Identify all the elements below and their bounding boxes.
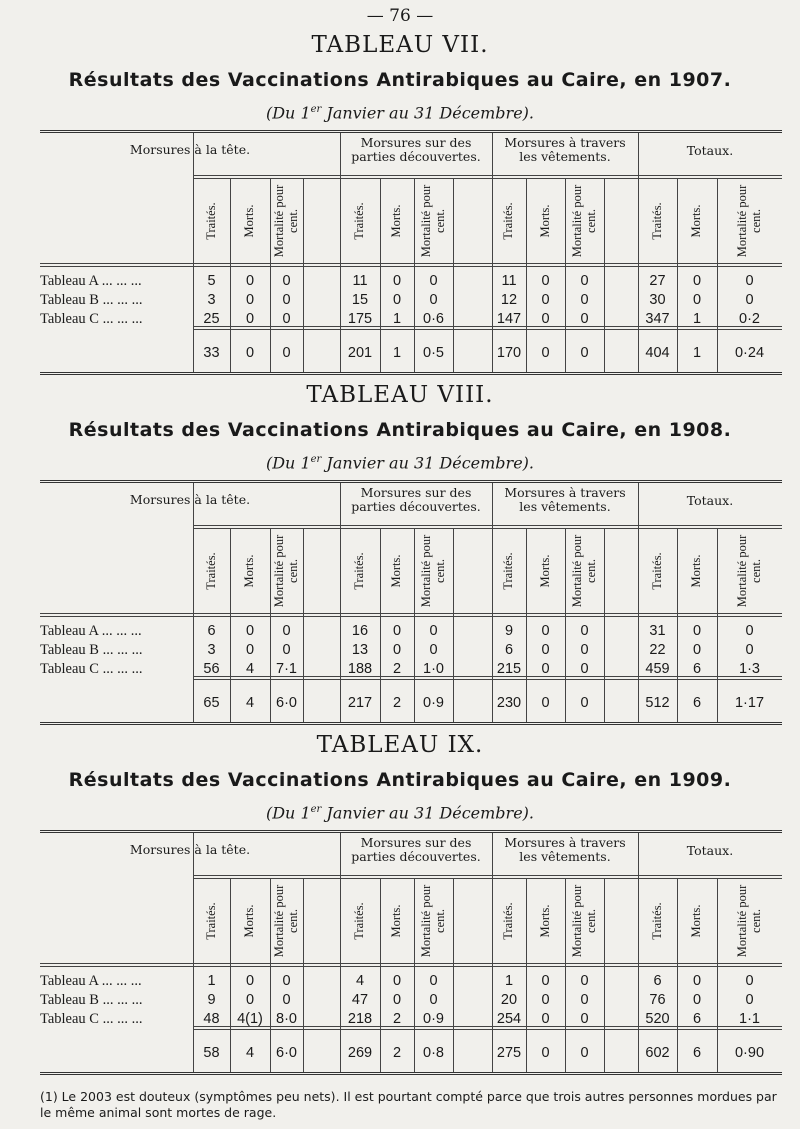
total-cell: 6·0 [276,1045,297,1061]
table-cell: 0 [745,292,754,308]
table-cell: 0 [282,311,291,327]
table-cell: 0 [541,1011,550,1027]
table-rule [40,613,782,614]
table-cell: 12 [500,292,518,308]
table-cell: 147 [496,311,522,327]
column-header: Traités. [649,551,664,590]
table-cell: 0 [692,273,702,289]
table-cell: 6 [653,973,662,989]
table-rule [193,329,782,330]
total-cell: 0 [245,345,255,361]
table-rule [40,480,782,483]
table-label: TABLEAU IX. [316,732,484,758]
column-group-header: Morsures à la tête. [129,842,251,857]
table-cell: 0 [245,973,255,989]
table-rule [193,1029,782,1030]
table-cell: 0 [282,292,291,308]
column-group-header: Morsures à travers les vêtements. [504,835,626,864]
table-cell: 7·1 [276,661,297,677]
column-group-header: Morsures sur des parties découvertes. [351,835,481,864]
table-cell: 0 [541,992,550,1008]
table-subtitle: (Du 1er Janvier au 31 Décembre). [265,103,534,123]
row-label: Tableau C ... ... ... [40,1011,143,1027]
table-cell: 6 [692,661,702,677]
table-cell: 0 [745,642,754,658]
column-header: Mortalité pour cent. [418,534,447,607]
column-group-header: Morsures à travers les vêtements. [504,485,626,514]
column-group-header: Totaux. [686,143,734,158]
table-cell: 0 [282,273,291,289]
table-rule [40,266,782,267]
table-cell: 15 [351,292,369,308]
total-cell: 275 [496,1045,522,1061]
table-cell: 11 [352,273,368,289]
column-rule [303,178,304,372]
column-header: Morts. [537,204,552,237]
row-label: Tableau B ... ... ... [40,992,143,1008]
column-rule [303,878,304,1072]
column-header: Traités. [352,201,366,240]
column-header: Mortalité pour cent. [271,534,300,607]
table-cell: 30 [649,292,666,308]
column-rule [340,833,341,1072]
total-cell: 33 [203,345,220,361]
table-cell: 520 [645,1011,670,1027]
column-rule [638,133,639,372]
column-header: Morts. [537,904,552,937]
table-cell: 6 [692,1011,702,1027]
table-cell: 0·2 [739,311,760,327]
column-header: Morts. [389,204,403,237]
column-group-header: Morsures à la tête. [129,142,251,157]
page-number: — 76 — [366,6,434,26]
table-cell: 0 [692,973,702,989]
table-cell: 0 [429,992,438,1008]
table-cell: 56 [203,661,220,677]
total-cell: 0 [541,695,550,711]
total-cell: 230 [496,695,522,711]
column-group-header: Morsures à la tête. [129,492,251,507]
row-label: Tableau C ... ... ... [40,311,143,327]
table-cell: 0 [392,973,402,989]
table-section [0,380,800,472]
table-rule [193,875,782,876]
column-group-header: Morsures à travers les vêtements. [504,135,626,164]
table-cell: 459 [645,661,670,677]
table-cell: 13 [351,642,369,658]
column-header: Traités. [501,551,515,590]
table-cell: 25 [203,311,220,327]
column-rule [604,878,605,1072]
column-header: Mortalité pour cent. [569,184,598,257]
table-cell: 1·0 [423,661,444,677]
column-rule [453,878,454,1072]
column-header: Morts. [242,904,256,937]
column-rule [303,528,304,722]
table-cell: 0 [392,273,402,289]
column-rule [638,483,639,722]
column-header: Traités. [501,201,515,240]
column-rule [492,133,493,372]
table-cell: 0 [541,273,550,289]
column-rule [604,178,605,372]
table-cell: 188 [347,661,373,677]
column-header: Morts. [389,904,403,937]
column-header: Morts. [689,554,703,587]
total-cell: 1·17 [734,695,765,711]
table-cell: 4 [355,973,365,989]
table-cell: 0 [429,973,438,989]
total-cell: 58 [203,1045,220,1061]
total-cell: 512 [645,695,670,711]
column-rule [453,528,454,722]
table-cell: 0 [245,311,255,327]
column-rule [340,483,341,722]
column-header: Traités. [501,901,515,940]
table-rule [40,830,782,833]
table-cell: 215 [496,661,522,677]
total-cell: 6 [692,1045,702,1061]
table-cell: 0 [392,992,402,1008]
data-table [0,480,800,710]
total-cell: 0 [282,345,291,361]
table-rule [40,130,782,133]
data-table [0,830,800,1060]
column-rule [193,483,194,722]
column-rule [340,133,341,372]
table-cell: 0 [580,292,589,308]
table-cell: 1 [392,311,402,327]
table-cell: 0 [392,623,402,639]
table-cell: 0 [580,992,589,1008]
column-rule [604,528,605,722]
column-header: Mortalité pour cent. [271,884,300,957]
table-cell: 0 [245,642,255,658]
total-cell: 170 [496,345,522,361]
table-cell: 0·6 [423,311,444,327]
table-cell: 0 [745,973,754,989]
table-cell: 11 [501,273,517,289]
total-cell: 0 [580,695,589,711]
table-cell: 0 [541,292,550,308]
table-cell: 0 [282,973,291,989]
total-cell: 0·90 [734,1045,765,1061]
column-header: Traités. [203,201,218,240]
table-section [0,30,800,122]
table-cell: 6 [207,623,216,639]
column-rule [492,833,493,1072]
table-subtitle: (Du 1er Janvier au 31 Décembre). [265,803,534,823]
total-cell: 0 [580,345,589,361]
table-cell: 6 [504,642,514,658]
column-header: Mortalité pour cent. [418,884,447,957]
table-title: Résultats des Vaccinations Antirabiques au Caire, en 1908. [68,419,732,441]
column-rule [193,833,194,1072]
table-cell: 0 [282,642,291,658]
table-subtitle: (Du 1er Janvier au 31 Décembre). [265,453,534,473]
table-cell: 2 [392,1011,402,1027]
total-cell: 404 [645,345,670,361]
table-label: TABLEAU VII. [311,32,489,58]
total-cell: 6·0 [276,695,297,711]
row-label: Tableau B ... ... ... [40,292,143,308]
table-cell: 0 [245,623,255,639]
table-cell: 0 [580,973,589,989]
column-header: Traités. [649,901,664,940]
table-cell: 4(1) [237,1011,263,1027]
table-label: TABLEAU VIII. [306,382,494,408]
table-cell: 22 [649,642,666,658]
table-rule [40,263,782,264]
table-cell: 0 [745,623,754,639]
row-label: Tableau C ... ... ... [40,661,143,677]
total-cell: 0 [541,345,550,361]
table-cell: 47 [351,992,369,1008]
table-cell: 5 [207,273,216,289]
table-cell: 0 [692,992,702,1008]
table-cell: 0 [541,311,550,327]
table-rule [193,525,782,526]
column-header: Morts. [537,554,552,587]
total-cell: 0·8 [423,1045,444,1061]
table-title: Résultats des Vaccinations Antirabiques au Caire, en 1909. [68,769,732,791]
table-rule [40,966,782,967]
column-header: Morts. [689,204,703,237]
table-section [0,730,800,822]
column-header: Morts. [689,904,703,937]
column-header: Morts. [389,554,403,587]
column-header: Mortalité pour cent. [734,534,763,607]
table-cell: 0 [541,623,550,639]
table-cell: 0 [745,273,754,289]
table-cell: 0 [429,292,438,308]
table-cell: 0·9 [423,1011,444,1027]
table-cell: 2 [392,661,402,677]
table-cell: 254 [496,1011,522,1027]
row-label: Tableau A ... ... ... [40,973,142,989]
table-cell: 0 [580,661,589,677]
table-cell: 0 [429,623,438,639]
table-cell: 3 [207,642,216,658]
table-cell: 48 [203,1011,220,1027]
column-header: Morts. [242,204,256,237]
table-cell: 4 [245,661,255,677]
table-cell: 8·0 [276,1011,297,1027]
table-cell: 0 [245,992,255,1008]
column-group-header: Morsures sur des parties découvertes. [351,485,481,514]
table-cell: 0 [392,292,402,308]
column-header: Traités. [352,551,366,590]
data-table [0,130,800,360]
total-cell: 602 [645,1045,670,1061]
total-cell: 4 [245,1045,255,1061]
total-cell: 0 [580,1045,589,1061]
table-cell: 9 [504,623,514,639]
total-cell: 1 [392,345,402,361]
table-cell: 0 [580,623,589,639]
table-cell: 0 [282,992,291,1008]
row-label: Tableau B ... ... ... [40,642,143,658]
total-cell: 201 [347,345,373,361]
column-header: Traités. [352,901,366,940]
column-group-header: Totaux. [686,493,734,508]
table-cell: 31 [649,623,666,639]
table-cell: 0 [541,642,550,658]
table-cell: 218 [347,1011,373,1027]
total-cell: 65 [203,695,220,711]
total-cell: 269 [347,1045,373,1061]
total-cell: 2 [392,1045,402,1061]
table-cell: 3 [207,292,216,308]
table-cell: 9 [207,992,216,1008]
table-cell: 27 [649,273,666,289]
column-header: Mortalité pour cent. [734,184,763,257]
table-cell: 76 [649,992,666,1008]
table-cell: 0 [245,292,255,308]
total-cell: 2 [392,695,402,711]
column-header: Traités. [649,201,664,240]
table-rule [40,722,782,725]
total-cell: 1 [692,345,702,361]
column-rule [492,483,493,722]
table-cell: 0 [429,273,438,289]
table-cell: 0 [580,311,589,327]
table-cell: 0 [580,642,589,658]
total-cell: 0 [541,1045,550,1061]
total-cell: 0·24 [734,345,765,361]
table-cell: 0 [580,273,589,289]
table-cell: 0 [692,623,702,639]
table-cell: 1 [692,311,702,327]
column-group-header: Totaux. [686,843,734,858]
table-cell: 0 [541,973,550,989]
table-cell: 1 [207,973,216,989]
table-rule [40,616,782,617]
column-header: Morts. [242,554,256,587]
total-cell: 6 [692,695,702,711]
footnote: (1) Le 2003 est douteux (symptômes peu nets). Il est pourtant compté parce que trois autres personnes mordues par le même animal sont mortes de rage. [40,1089,777,1120]
table-rule [40,372,782,375]
total-cell: 0·9 [423,695,444,711]
column-header: Traités. [203,551,218,590]
row-label: Tableau A ... ... ... [40,273,142,289]
table-cell: 0 [580,1011,589,1027]
total-cell: 0·5 [423,345,444,361]
column-header: Mortalité pour cent. [734,884,763,957]
table-cell: 1·1 [739,1011,760,1027]
table-cell: 0 [692,642,702,658]
row-label: Tableau A ... ... ... [40,623,142,639]
table-cell: 0 [282,623,291,639]
table-title: Résultats des Vaccinations Antirabiques au Caire, en 1907. [68,69,732,91]
table-cell: 0 [429,642,438,658]
table-cell: 0 [392,642,402,658]
table-cell: 347 [645,311,670,327]
table-cell: 0 [541,661,550,677]
table-cell: 0 [245,273,255,289]
column-group-header: Morsures sur des parties découvertes. [351,135,481,164]
column-rule [638,833,639,1072]
column-header: Mortalité pour cent. [271,184,300,257]
table-cell: 0 [745,992,754,1008]
column-header: Mortalité pour cent. [569,534,598,607]
table-cell: 16 [351,623,369,639]
table-cell: 175 [347,311,373,327]
table-cell: 0 [692,292,702,308]
total-cell: 217 [347,695,373,711]
table-rule [193,175,782,176]
table-rule [40,963,782,964]
table-cell: 1 [504,973,514,989]
column-header: Mortalité pour cent. [418,184,447,257]
column-rule [193,133,194,372]
column-header: Traités. [203,901,218,940]
table-rule [40,1072,782,1075]
table-cell: 1·3 [739,661,760,677]
column-header: Mortalité pour cent. [569,884,598,957]
table-rule [193,679,782,680]
column-rule [453,178,454,372]
table-cell: 20 [500,992,518,1008]
total-cell: 4 [245,695,255,711]
